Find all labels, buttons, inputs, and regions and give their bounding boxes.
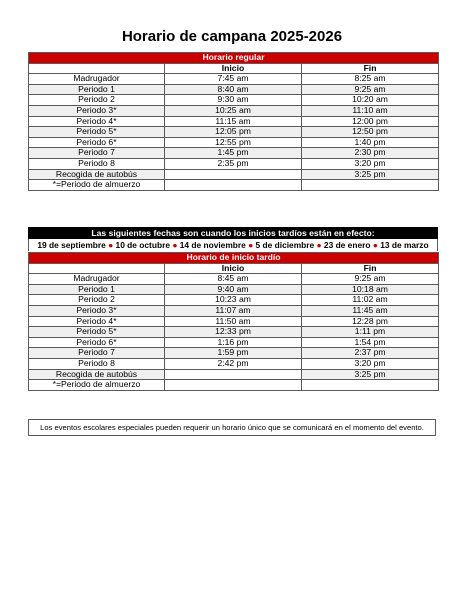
- table-row: [29, 369, 439, 380]
- period-name-cell: Periodo 4*: [29, 316, 165, 327]
- end-time-cell: 2:30 pm: [302, 148, 439, 159]
- end-time-cell: 2:37 pm: [302, 348, 439, 359]
- period-name-cell: Recogida de autobús: [29, 169, 165, 180]
- period-name-cell: *=Periodo de almuerzo: [29, 180, 165, 191]
- table-row: [29, 84, 439, 95]
- table-row: [29, 305, 439, 316]
- end-time-cell: 12:50 pm: [302, 127, 439, 138]
- column-header-period: [29, 63, 165, 74]
- period-name-cell: Periodo 7: [29, 148, 165, 159]
- column-header-start: Inicio: [165, 263, 302, 274]
- end-time-cell: 1:11 pm: [302, 327, 439, 338]
- period-name-cell: Madrugador: [29, 74, 165, 85]
- table-row: [29, 316, 439, 327]
- start-time-cell: 12:55 pm: [165, 137, 302, 148]
- column-header-period: [29, 263, 165, 274]
- end-time-cell: 10:18 am: [302, 284, 439, 295]
- start-time-cell: 1:45 pm: [165, 148, 302, 159]
- period-name-cell: Recogida de autobús: [29, 369, 165, 380]
- table-row: [29, 284, 439, 295]
- period-name-cell: Periodo 6*: [29, 337, 165, 348]
- table-row: [29, 274, 439, 285]
- start-time-cell: 10:23 am: [165, 295, 302, 306]
- table-row: [29, 295, 439, 306]
- start-time-cell: 9:40 am: [165, 284, 302, 295]
- start-time-cell: 8:45 am: [165, 274, 302, 285]
- start-time-cell: [165, 380, 302, 391]
- end-time-cell: 9:25 am: [302, 274, 439, 285]
- start-time-cell: 9:30 am: [165, 95, 302, 106]
- late-start-date: 19 de septiembre: [37, 240, 106, 250]
- period-name-cell: Periodo 3*: [29, 105, 165, 116]
- special-events-note: Los eventos escolares especiales pueden requerir un horario único que se comunicará en el momento del evento.: [28, 419, 436, 436]
- end-time-cell: [302, 380, 439, 391]
- period-name-cell: Madrugador: [29, 274, 165, 285]
- start-time-cell: 7:45 am: [165, 74, 302, 85]
- table-row: [29, 358, 439, 369]
- period-name-cell: Periodo 8: [29, 158, 165, 169]
- period-name-cell: Periodo 2: [29, 295, 165, 306]
- end-time-cell: 3:25 pm: [302, 369, 439, 380]
- period-name-cell: *=Periodo de almuerzo: [29, 380, 165, 391]
- start-time-cell: [165, 180, 302, 191]
- table-row: [29, 348, 439, 359]
- table-row: [29, 169, 439, 180]
- table-row: [29, 127, 439, 138]
- column-header-end: Fin: [302, 63, 439, 74]
- end-time-cell: 11:45 am: [302, 305, 439, 316]
- end-time-cell: 1:40 pm: [302, 137, 439, 148]
- table-row: [29, 95, 439, 106]
- start-time-cell: 10:25 am: [165, 105, 302, 116]
- table-row: [29, 116, 439, 127]
- start-time-cell: 11:07 am: [165, 305, 302, 316]
- table-row: [29, 137, 439, 148]
- start-time-cell: 8:40 am: [165, 84, 302, 95]
- table-row: [29, 74, 439, 85]
- table-row: [29, 380, 439, 391]
- start-time-cell: 2:42 pm: [165, 358, 302, 369]
- end-time-cell: 3:20 pm: [302, 358, 439, 369]
- start-time-cell: 1:16 pm: [165, 337, 302, 348]
- period-name-cell: Periodo 5*: [29, 327, 165, 338]
- end-time-cell: [302, 180, 439, 191]
- end-time-cell: 9:25 am: [302, 84, 439, 95]
- table-row: [29, 337, 439, 348]
- bullet-icon: ●: [370, 240, 381, 250]
- start-time-cell: 12:05 pm: [165, 127, 302, 138]
- page-title: Horario de campana 2025-2026: [121, 28, 343, 45]
- period-name-cell: Periodo 4*: [29, 116, 165, 127]
- period-name-cell: Periodo 8: [29, 358, 165, 369]
- table-row: [29, 148, 439, 159]
- period-name-cell: Periodo 1: [29, 84, 165, 95]
- late-start-dates: [28, 239, 438, 251]
- regular-schedule-table: [28, 52, 439, 191]
- late-schedule-header: Horario de inicio tardío: [29, 253, 439, 264]
- regular-schedule-header: Horario regular: [29, 53, 439, 64]
- late-start-date: 23 de enero: [323, 240, 371, 250]
- end-time-cell: 3:20 pm: [302, 158, 439, 169]
- late-start-notice: Las siguientes fechas son cuando los inicios tardíos están en efecto:: [28, 227, 438, 239]
- end-time-cell: 10:20 am: [302, 95, 439, 106]
- late-start-date: 5 de diciembre: [255, 240, 315, 250]
- end-time-cell: 1:54 pm: [302, 337, 439, 348]
- end-time-cell: 8:25 am: [302, 74, 439, 85]
- bullet-icon: ●: [170, 240, 180, 250]
- start-time-cell: 12:33 pm: [165, 327, 302, 338]
- table-row: [29, 327, 439, 338]
- period-name-cell: Periodo 7: [29, 348, 165, 359]
- end-time-cell: 11:10 am: [302, 105, 439, 116]
- period-name-cell: Periodo 1: [29, 284, 165, 295]
- start-time-cell: 11:15 am: [165, 116, 302, 127]
- period-name-cell: Periodo 2: [29, 95, 165, 106]
- table-row: [29, 105, 439, 116]
- bullet-icon: ●: [245, 240, 256, 250]
- late-start-date: 14 de noviembre: [179, 240, 246, 250]
- end-time-cell: 3:25 pm: [302, 169, 439, 180]
- start-time-cell: [165, 369, 302, 380]
- period-name-cell: Periodo 3*: [29, 305, 165, 316]
- period-name-cell: Periodo 6*: [29, 137, 165, 148]
- late-start-date: 13 de marzo: [380, 240, 429, 250]
- late-start-banner: [28, 227, 438, 251]
- end-time-cell: 11:02 am: [302, 295, 439, 306]
- start-time-cell: 2:35 pm: [165, 158, 302, 169]
- bullet-icon: ●: [314, 240, 324, 250]
- period-name-cell: Periodo 5*: [29, 127, 165, 138]
- column-header-start: Inicio: [165, 63, 302, 74]
- late-schedule-table: [28, 252, 439, 391]
- late-start-date: 10 de octubre: [115, 240, 170, 250]
- start-time-cell: 1:59 pm: [165, 348, 302, 359]
- table-row: [29, 158, 439, 169]
- column-header-end: Fin: [302, 263, 439, 274]
- start-time-cell: 11:50 am: [165, 316, 302, 327]
- end-time-cell: 12:28 pm: [302, 316, 439, 327]
- start-time-cell: [165, 169, 302, 180]
- end-time-cell: 12:00 pm: [302, 116, 439, 127]
- bullet-icon: ●: [105, 240, 116, 250]
- table-row: [29, 180, 439, 191]
